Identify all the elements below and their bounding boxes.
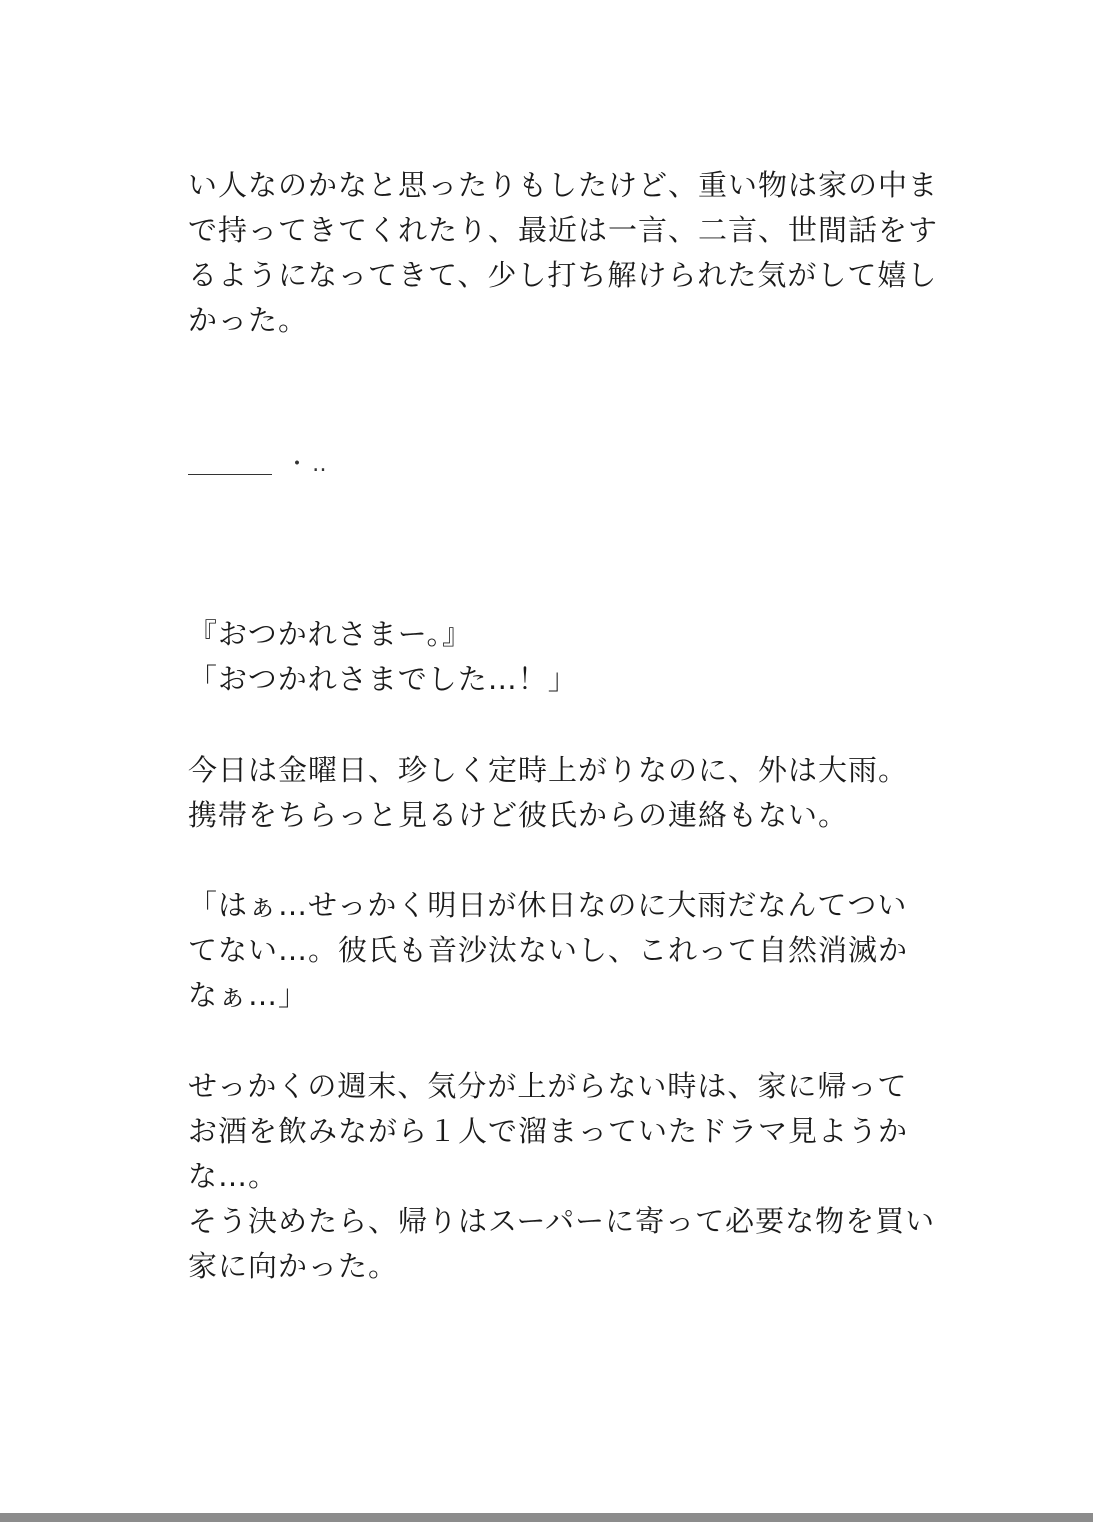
text-line: 家に向かった。 <box>188 1249 399 1283</box>
text-line: 携帯をちらっと見るけど彼氏からの連絡もない。 <box>188 798 849 832</box>
separator-line <box>188 474 272 475</box>
paragraph-1 <box>188 163 939 343</box>
text-line: 「おつかれさまでした…！」 <box>188 662 578 696</box>
dialogue-2 <box>188 883 918 1018</box>
text-line: てない…。彼氏も音沙汰ないし、これって自然消滅か <box>188 933 909 967</box>
text-line: せっかくの週末、気分が上がらない時は、家に帰って <box>188 1069 908 1103</box>
bottom-scroll-bar[interactable] <box>0 1513 1093 1522</box>
text-line: 今日は金曜日、珍しく定時上がりなのに、外は大雨。 <box>188 753 909 787</box>
text-line: なぁ…」 <box>188 978 309 1012</box>
text-line: そう決めたら、帰りはスーパーに寄って必要な物を買い <box>188 1204 936 1238</box>
text-line: い人なのかなと思ったりもしたけど、重い物は家の中ま <box>188 168 939 202</box>
separator-dots: ・‥ <box>286 452 331 477</box>
scene-separator <box>188 445 331 485</box>
text-line: かった。 <box>188 303 309 337</box>
text-line: 「はぁ…せっかく明日が休日なのに大雨だなんてつい <box>188 888 908 922</box>
text-line: 『おつかれさまー。』 <box>188 617 473 651</box>
paragraph-2 <box>188 748 918 838</box>
dialogue-1 <box>188 612 918 702</box>
text-line: お酒を飲みながら１人で溜まっていたドラマ見ようか <box>188 1114 909 1148</box>
paragraph-3 <box>188 1064 936 1289</box>
text-line: るようになってきて、少し打ち解けられた気がして嬉し <box>188 258 938 292</box>
text-line: な…。 <box>188 1159 279 1193</box>
text-line: で持ってきてくれたり、最近は一言、二言、世間話をす <box>188 213 939 247</box>
